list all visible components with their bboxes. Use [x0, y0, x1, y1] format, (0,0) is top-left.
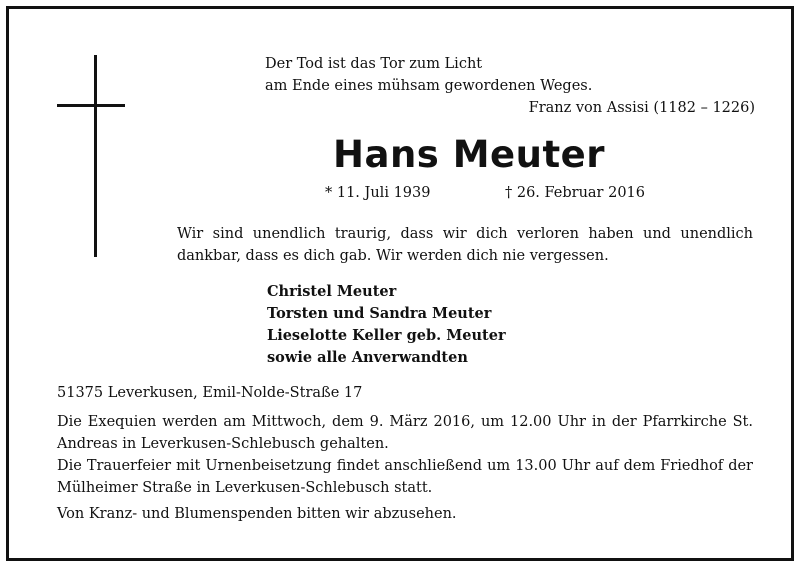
- obituary-frame: [6, 6, 794, 561]
- quote-line-1: Der Tod ist das Tor zum Licht: [265, 56, 483, 72]
- quote-block: [265, 53, 755, 119]
- quote-line-2: am Ende eines mühsam gewordenen Weges.: [265, 78, 593, 94]
- urn-burial-info: Die Trauerfeier mit Urnenbeisetzung findet anschließend um 13.00 Uhr auf dem Friedhof der Mülheimer Straße in Leverkusen-Schlebusch statt.: [57, 458, 753, 496]
- cross-vertical-bar: [94, 55, 97, 257]
- family-list: [267, 281, 506, 369]
- birth-date: * 11. Juli 1939: [325, 185, 431, 201]
- death-date: † 26. Februar 2016: [504, 185, 645, 201]
- family-member: Christel Meuter: [267, 283, 397, 300]
- life-dates: [325, 185, 645, 201]
- cross-horizontal-bar: [57, 104, 125, 107]
- funeral-mass-info: Die Exequien werden am Mittwoch, dem 9. März 2016, um 12.00 Uhr in der Pfarrkirche St. Andreas in Leverkusen-Schlebusch gehalten.: [57, 414, 753, 452]
- family-member: Torsten und Sandra Meuter: [267, 305, 492, 322]
- deceased-name: Hans Meuter: [333, 133, 605, 176]
- address: 51375 Leverkusen, Emil-Nolde-Straße 17: [57, 385, 363, 401]
- condolence-text: Wir sind unendlich traurig, dass wir dich verloren haben und unendlich dankbar, dass es dich gab. Wir werden dich nie vergessen.: [177, 226, 753, 264]
- quote-author: Franz von Assisi (1182 – 1226): [528, 100, 755, 116]
- family-member: sowie alle Anverwandten: [267, 349, 468, 366]
- family-member: Lieselotte Keller geb. Meuter: [267, 327, 506, 344]
- flowers-note: Von Kranz- und Blumenspenden bitten wir abzusehen.: [57, 506, 457, 522]
